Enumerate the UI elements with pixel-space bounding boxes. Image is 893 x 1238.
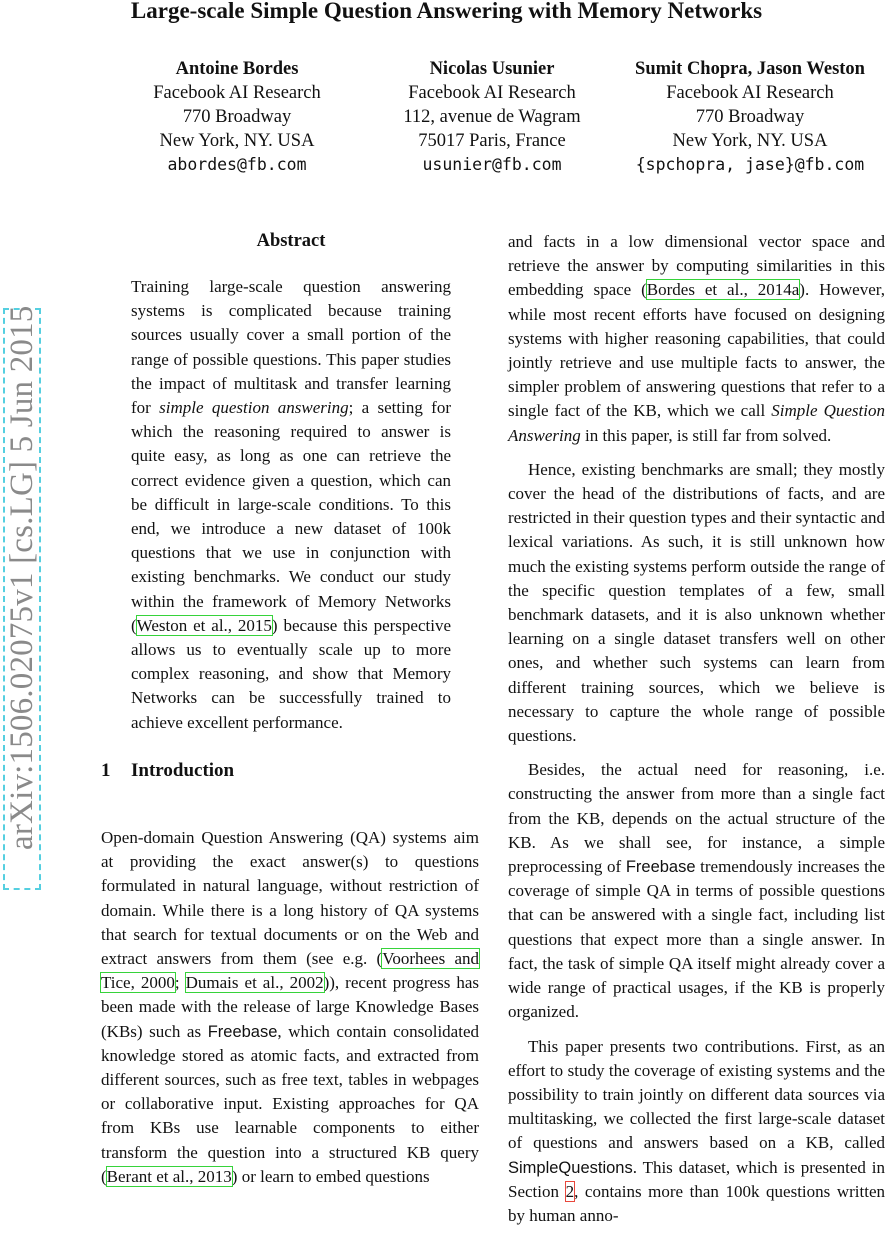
abstract-text: ; a setting for which the reasoning required to answer is quite easy, as long as one can retrieve the correct evidence given a question, which can be difficult in large-scale conditions. To this end, we introduce a new dataset of 100k questions that we use in conjunction with existing benchmarks. We conduct our study within the framework of Memory Networks ( bbox=[131, 398, 451, 635]
system-name: Freebase bbox=[625, 858, 696, 877]
arxiv-stamp[interactable]: arXiv:1506.02075v1 [cs.LG] 5 Jun 2015 bbox=[4, 305, 40, 850]
author-name: Antoine Bordes bbox=[175, 59, 299, 79]
section-ref-link[interactable]: 2 bbox=[565, 1181, 575, 1201]
body-text: This paper presents two contributions. First, as an effort to study the coverage of existing systems and the possibility to train jointly on different data sources via multitasking, we collected the first large-scale dataset of questions and answers based on a KB, called bbox=[508, 1036, 885, 1153]
abstract-body bbox=[131, 275, 451, 735]
section-title: Introduction bbox=[131, 760, 235, 781]
system-name: Freebase bbox=[207, 1022, 278, 1041]
citation-link[interactable]: Bordes et al., 2014a bbox=[646, 280, 800, 300]
paper-title: Large-scale Simple Question Answering with Memory Networks bbox=[130, 0, 763, 23]
author-address: New York, NY. USA bbox=[159, 131, 315, 151]
paragraph bbox=[508, 1035, 885, 1229]
body-text: , which contain consolidated knowledge stored as atomic facts, and extracted from different sources, such as free text, tables in webpages or collaborative input. Existing approaches for QA from KBs use learnable components to either transform the question into a structured KB query ( bbox=[101, 1021, 479, 1186]
author-org: Facebook AI Research bbox=[666, 83, 834, 103]
abstract-heading: Abstract bbox=[256, 231, 326, 251]
body-text: and facts in a low dimensional vector space and retrieve the answer by computing similarities in this embedding space ( bbox=[508, 232, 885, 300]
introduction-body bbox=[101, 826, 479, 1189]
abstract-text: ) because this perspective allows us to eventually scale up to more complex reasoning, and show that Memory Networks can be successfully trained to achieve excellent performance. bbox=[131, 615, 451, 732]
author-name: Sumit Chopra, Jason Weston bbox=[635, 59, 865, 79]
author-name: Nicolas Usunier bbox=[429, 59, 555, 79]
author-address: 75017 Paris, France bbox=[418, 131, 566, 151]
citation-link[interactable]: Weston et al., 2015 bbox=[136, 615, 272, 635]
author-email: {spchopra, jase}@fb.com bbox=[635, 155, 865, 174]
author-org: Facebook AI Research bbox=[408, 83, 576, 103]
author-address: New York, NY. USA bbox=[672, 131, 828, 151]
author-block-1 bbox=[131, 57, 343, 177]
body-text: ) or learn to embed questions bbox=[231, 1166, 430, 1186]
body-text: , contains more than 100k questions written by human anno- bbox=[508, 1181, 885, 1225]
body-text: Besides, the actual need for reasoning, i.e. constructing the answer from more than a single fact from the KB, depends on the actual structure of the KB. As we shall see, for instance, a simple preprocessing of bbox=[508, 760, 885, 877]
citation-link[interactable]: Berant et al., 2013 bbox=[106, 1166, 232, 1186]
author-address: 770 Broadway bbox=[695, 107, 805, 127]
body-text: tremendously increases the coverage of simple QA in terms of possible questions that can be answered with a single fact, including list questions that expect more than a single answer. In fact, the task of simple QA itself might already cover a wide range of practical usages, if the KB is properly organized. bbox=[508, 857, 885, 1022]
abstract-text: Training large-scale question answering systems is complicated because training sources usually cover a small portion of the range of possible questions. This paper studies the impact of multitask and transfer learning for bbox=[131, 277, 451, 418]
body-text: in this paper, is still far from solved. bbox=[580, 425, 832, 445]
abstract-emphasis: simple question answering bbox=[159, 398, 349, 418]
section-number: 1 bbox=[101, 760, 111, 781]
body-text: ). However, while most recent efforts have focused on designing systems with higher reasoning capabilities, that could jointly retrieve and use multiple facts to answer, the simpler problem of answering questions that refer to a single fact of the KB, which we call bbox=[508, 280, 885, 421]
author-block-3 bbox=[607, 57, 893, 177]
author-email: usunier@fb.com bbox=[422, 155, 562, 174]
body-text: )), recent progress has been made with the release of large Knowledge Bases (KBs) such as bbox=[101, 973, 479, 1041]
author-block-2 bbox=[386, 57, 598, 177]
paragraph bbox=[508, 758, 885, 1024]
citation-link[interactable]: Dumais et al., 2002 bbox=[185, 973, 324, 993]
body-text: ; bbox=[174, 973, 186, 993]
author-address: 112, avenue de Wagram bbox=[403, 107, 581, 127]
paragraph: Hence, existing benchmarks are small; they mostly cover the head of the distributions of facts, and are restricted in their question types and their syntactic and lexical variations. As such, it is still unknown how much the existing systems perform outside the range of the specific question templates of a few, small benchmark datasets, and it is also unknown whether learning on a single dataset transfers well on other ones, and whether such systems can learn from different training sources, which we believe is necessary to capture the whole range of possible questions. bbox=[508, 459, 885, 746]
author-address: 770 Broadway bbox=[182, 107, 292, 127]
author-email: abordes@fb.com bbox=[167, 155, 307, 174]
body-text: Open-domain Question Answering (QA) systems aim at providing the exact answer(s) to questions formulated in natural language, without restriction of domain. While there is a long history of QA systems that search for textual documents or on the Web and extract answers from them (see e.g. ( bbox=[101, 828, 479, 969]
dataset-name: SimpleQuestions bbox=[508, 1158, 633, 1177]
citation-link[interactable]: Voorhees and Tice, 2000 bbox=[101, 949, 480, 993]
paragraph bbox=[508, 230, 885, 448]
right-column bbox=[508, 230, 885, 1238]
body-text: . This dataset, which is presented in Section bbox=[508, 1157, 885, 1201]
author-org: Facebook AI Research bbox=[153, 83, 321, 103]
section-heading bbox=[101, 760, 234, 782]
term-emphasis: Simple Question Answering bbox=[508, 401, 885, 445]
